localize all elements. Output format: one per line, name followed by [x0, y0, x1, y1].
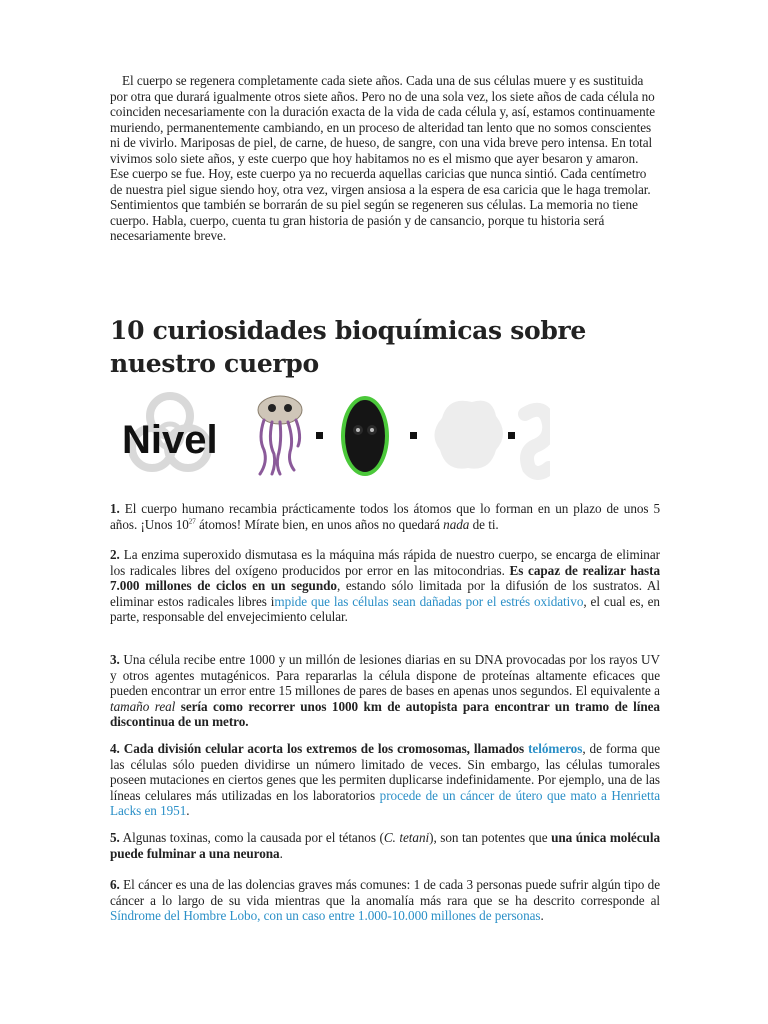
- item-text: El cuerpo humano recambia prácticamente todos los átomos que lo forman en un plazo de unos 5 años. ¡Unos 10: [110, 501, 660, 532]
- list-item: [110, 830, 660, 861]
- exponent: 27: [188, 517, 196, 526]
- item-number: 1.: [110, 501, 120, 516]
- intro-text: El cuerpo se regenera completamente cada siete años. Cada una de sus células muere y es sustituida por otra que durará igualmente otros siete años. Pero no de una sola vez, los siete años de cada célula no coinciden necesariamente con la duración exacta de la vida de cada célula y, así, estamos continuamente muriendo, permanentemente cambiando, en un proceso de alteridad tan lento que no somos conscientes ni de vivirlo. Mariposas de piel, de carne, de hueso, de sangre, con una vida breve pero intensa. En total vivimos solo siete años, y este cuerpo que hoy habitamos no es el mismo que ayer besaron y amaron. Ese cuerpo se fue. Hoy, este cuerpo ya no recuerda aquellas caricias que nunca sintió. Cada centímetro de nuestra piel sigue siendo hoy, otra vez, virgen ansiosa a la espera de esa caricia que le haga tremolar. Sentimientos que también se borrarán de su piel según se regeneren sus células. La memoria no tiene cuerpo. Habla, cuerpo, cuenta tu gran historia de pasión y de cansancio, porque tu historia será necesariamente breve.: [110, 73, 656, 243]
- page-title: 10 curiosidades bioquímicas sobre nuestro cuerpo: [110, 316, 587, 378]
- item-text: ), son tan potentes que: [429, 830, 552, 845]
- banner-graphic: [120, 388, 550, 488]
- henrietta-lacks-link[interactable]: procede de un cáncer de útero que mato a Henrietta Lacks en 1951: [110, 787, 660, 818]
- list-item: [110, 741, 660, 819]
- item-text: .: [540, 908, 544, 923]
- item-italic: tamaño real: [110, 698, 176, 714]
- item-number: 6.: [110, 877, 120, 892]
- telomeros-link[interactable]: telómeros: [528, 741, 583, 756]
- intro-paragraph: [110, 73, 660, 244]
- item-text: Algunas toxinas, como la causada por el tétanos (: [119, 830, 384, 845]
- list-item: [110, 877, 660, 924]
- list-item: [110, 501, 660, 532]
- item-italic: C. tetani: [383, 830, 430, 845]
- oxidative-stress-link[interactable]: mpide que las células sean dañadas por el estrés oxidativo: [274, 593, 584, 609]
- hombre-lobo-link[interactable]: Síndrome del Hombre Lobo, con un caso entre 1.000-10.000 millones de personas: [110, 908, 541, 923]
- dot-separator: [410, 432, 417, 439]
- item-bold: sería como recorrer unos 1000 km de autopista para encontrar un tramo de línea discontinua de un metro.: [110, 698, 660, 729]
- item-number: 5.: [110, 830, 120, 845]
- nivel-label: Nivel: [122, 418, 218, 462]
- item-text: , estando sólo limitada por la difusión de los sustratos. Al eliminar estos radicales libres i: [110, 578, 660, 609]
- item-number: 4.: [110, 741, 120, 756]
- dot-separator: [508, 432, 515, 439]
- item-text: La enzima superoxido dismutasa es la máquina más rápida de nuestro cuerpo, se encarga de eliminar los radicales libres del oxígeno producidos por error en las mitocondrias.: [110, 547, 660, 578]
- nivel-banner: [120, 388, 550, 488]
- item-number: 2.: [110, 547, 120, 562]
- item-text: átomos! Mírate bien, en unos años no quedará: [195, 516, 444, 532]
- item-text: .: [279, 845, 283, 861]
- item-italic: nada: [443, 516, 470, 532]
- item-number: 3.: [110, 652, 120, 667]
- item-text: Una célula recibe entre 1000 y un millón de lesiones diarias en su DNA provocadas por los rayos UV y otros agentes mutagénicos. Para repararlas la célula dispone de proteínas altamente eficaces que pueden encontrar un error entre 15 millones de pares de bases en apenas unos segundos. El equivalente a: [110, 652, 660, 698]
- gray-microbe-icon: [434, 401, 503, 469]
- item-text: , el cual es, en parte, responsable del envejecimiento celular.: [110, 593, 660, 624]
- jellyfish-microbe-icon: [258, 396, 302, 474]
- list-item: [110, 547, 660, 625]
- list-item: [110, 652, 660, 730]
- dot-separator: [316, 432, 323, 439]
- item-text: , de forma que las células sólo pueden dividirse un número limitado de veces. Sin embargo, las células tumorales poseen mutaciones en ciertos genes que les permiten duplicarse indefinidamente. Por ejemplo, una de las líneas celulares más utilizadas en los laboratorios: [110, 741, 660, 803]
- item-bold: Cada división celular acorta los extremos de los cromosomas, llamados: [119, 741, 529, 756]
- item-bold: Es capaz de realizar hasta 7.000 millones de ciclos en un segundo: [110, 562, 660, 593]
- item-text: de ti.: [469, 516, 499, 532]
- item-text: .: [186, 803, 190, 818]
- item-text: El cáncer es una de las dolencias graves más comunes: 1 de cada 3 personas puede sufrir algún tipo de cáncer a lo largo de su vida mientras que la anomalía más rara que se ha descrito corresponde al: [110, 877, 660, 908]
- worm-microbe-icon: [525, 410, 549, 473]
- black-microbe-icon: [341, 396, 389, 476]
- item-bold: una única molécula puede fulminar a una neurona: [110, 830, 660, 861]
